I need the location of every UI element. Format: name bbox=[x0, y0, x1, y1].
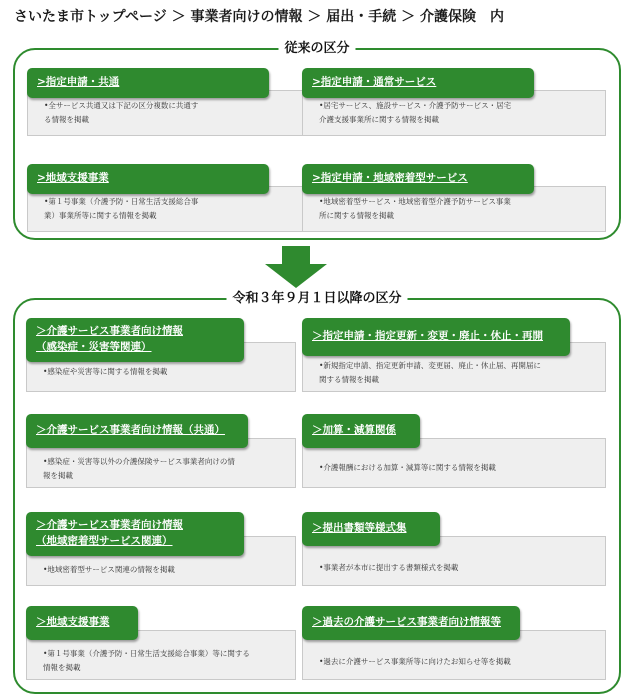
card-description: •第１号事業（介護予防・日常生活支援総合事 業）事業所等に関する情報を掲載 bbox=[44, 197, 199, 220]
old-card-chiiki-mitchaku[interactable] bbox=[302, 164, 606, 232]
card-title-tab[interactable] bbox=[27, 68, 269, 98]
old-classification-label: 従来の区分 bbox=[278, 40, 355, 58]
new-card-shitei-application[interactable] bbox=[302, 318, 606, 392]
card-description: •介護報酬における加算・減算等に関する情報を掲載 bbox=[319, 463, 496, 472]
card-title-tab[interactable] bbox=[302, 414, 420, 448]
card-title-link[interactable]: ＞地域支援事業 bbox=[36, 616, 110, 628]
card-description: •感染症や災害等に関する情報を掲載 bbox=[43, 367, 168, 376]
card-title-link[interactable]: >指定申請・共通 bbox=[37, 76, 120, 88]
card-description: •事業者が本市に提出する書類様式を掲載 bbox=[319, 563, 459, 572]
card-title-tab[interactable] bbox=[26, 512, 244, 556]
card-title-tab[interactable] bbox=[26, 318, 244, 362]
card-title-link[interactable]: ＞指定申請・指定更新・変更・廃止・休止・再開 bbox=[312, 330, 543, 342]
new-card-infection-disaster[interactable] bbox=[26, 318, 296, 392]
new-classification-label: 令和３年９月１日以降の区分 bbox=[226, 290, 407, 308]
down-arrow-icon bbox=[265, 246, 327, 288]
card-title-tab[interactable] bbox=[26, 606, 138, 640]
card-title-link[interactable]: >地域支援事業 bbox=[37, 172, 109, 184]
card-description: •第１号事業（介護予防・日常生活支援総合事業）等に関する 情報を掲載 bbox=[43, 649, 250, 672]
card-title-link[interactable]: ＞過去の介護サービス事業者向け情報等 bbox=[312, 616, 501, 628]
card-description: •新規指定申請、指定更新申請、変更届、廃止・休止届、再開届に 関する情報を掲載 bbox=[319, 361, 541, 384]
new-card-forms[interactable] bbox=[302, 512, 606, 586]
card-description: •全サービス共通又は下記の区分複数に共通す る情報を掲載 bbox=[44, 101, 199, 124]
old-classification-panel bbox=[13, 41, 621, 240]
new-classification-panel bbox=[13, 291, 621, 694]
breadcrumb: さいたま市トップページ ＞ 事業者向けの情報 ＞ 届出・手続 ＞ 介護保険 内 bbox=[14, 9, 504, 25]
card-description: •居宅サービス、施設サービス・介護予防サービス・居宅 介護支援事業所に関する情報を掲載 bbox=[319, 101, 512, 124]
card-title-tab[interactable] bbox=[27, 164, 269, 194]
new-card-common[interactable] bbox=[26, 414, 296, 488]
card-title-tab[interactable] bbox=[302, 318, 570, 356]
card-title-tab[interactable] bbox=[302, 164, 534, 194]
card-title-link[interactable]: ＞加算・減算関係 bbox=[312, 424, 396, 436]
card-title-tab[interactable] bbox=[26, 414, 248, 448]
card-description: •地域密着型サービス関連の情報を掲載 bbox=[43, 565, 175, 574]
old-card-shitei-kyotsu[interactable] bbox=[27, 68, 309, 136]
old-card-shitei-tsujo[interactable] bbox=[302, 68, 606, 136]
card-title-link[interactable]: >指定申請・通常サービス bbox=[312, 76, 437, 88]
card-title-link[interactable]: ＞介護サービス事業者向け情報 （感染症・災害等関連） bbox=[36, 325, 183, 353]
card-title-link[interactable]: ＞介護サービス事業者向け情報（共通） bbox=[36, 424, 225, 436]
card-title-tab[interactable] bbox=[302, 512, 440, 546]
card-title-link[interactable]: ＞提出書類等様式集 bbox=[312, 522, 407, 534]
card-title-link[interactable]: >指定申請・地域密着型サービス bbox=[312, 172, 468, 184]
card-title-tab[interactable] bbox=[302, 68, 534, 98]
card-description: •過去に介護サービス事業所等に向けたお知らせ等を掲載 bbox=[319, 657, 511, 666]
old-card-chiiki-shien[interactable] bbox=[27, 164, 309, 232]
card-title-link[interactable]: ＞介護サービス事業者向け情報 （地域密着型サービス関連） bbox=[36, 519, 183, 547]
card-title-tab[interactable] bbox=[302, 606, 520, 640]
card-description: •地域密着型サービス・地域密着型介護予防サービス事業 所に関する情報を掲載 bbox=[319, 197, 511, 220]
card-description: •感染症・災害等以外の介護保険サービス事業者向けの情 報を掲載 bbox=[43, 457, 235, 480]
new-card-past-info[interactable] bbox=[302, 606, 606, 680]
new-card-chiiki-shien[interactable] bbox=[26, 606, 296, 680]
new-card-kasan-gensan[interactable] bbox=[302, 414, 606, 488]
new-card-community-based[interactable] bbox=[26, 512, 296, 586]
